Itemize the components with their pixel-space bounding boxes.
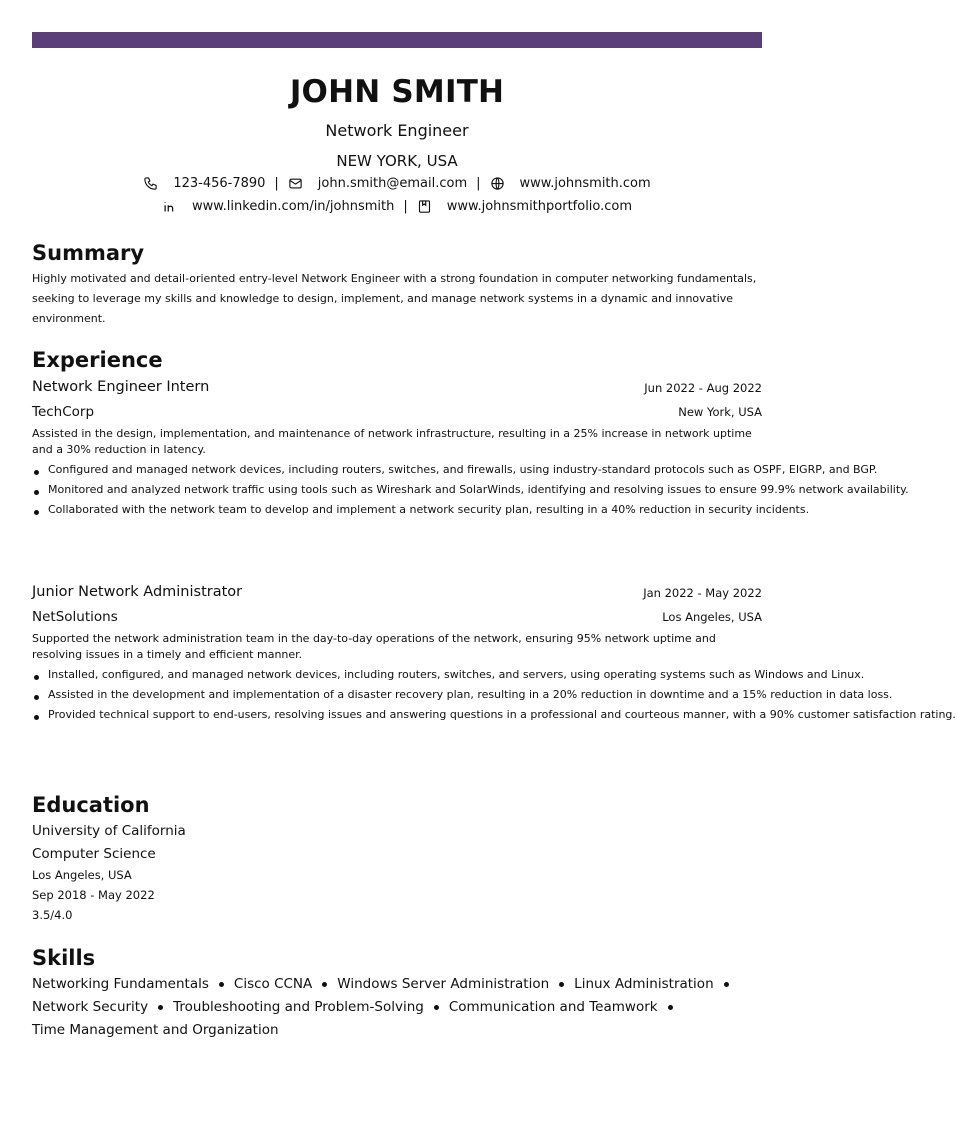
skills-heading: Skills — [32, 946, 96, 970]
skill-separator-dot — [158, 1005, 163, 1010]
candidate-name: JOHN SMITH — [289, 74, 505, 110]
linkedin-icon — [162, 199, 177, 214]
education-dates: Sep 2018 - May 2022 — [32, 888, 155, 902]
website-link[interactable]: www.johnsmith.com — [519, 175, 651, 191]
email-address[interactable]: john.smith@email.com — [317, 175, 468, 191]
job-bullet-list — [32, 667, 956, 727]
job-dates: Jun 2022 - Aug 2022 — [644, 381, 762, 395]
skill-item: Windows Server Administration — [337, 976, 550, 992]
experience-heading: Experience — [32, 348, 163, 372]
skill-separator-dot — [219, 982, 224, 987]
job-company: NetSolutions — [32, 609, 118, 625]
job-description: Assisted in the design, implementation, and maintenance of network infrastructure, resulting in a 25% increase in network uptime and a 30% reduction in latency. — [32, 427, 752, 456]
job-location: Los Angeles, USA — [662, 610, 762, 624]
email-icon — [288, 176, 303, 191]
contact-separator: | — [476, 175, 481, 191]
skills-line — [32, 999, 683, 1015]
contact-row-secondary — [0, 197, 794, 215]
skills-line — [32, 1022, 279, 1038]
job-role: Network Engineer Intern — [32, 379, 210, 395]
skill-separator-dot — [559, 982, 564, 987]
list-item: Monitored and analyzed network traffic using tools such as Wireshark and SolarWinds, identifying and resolving issues to ensure 99.9% network availability. — [32, 482, 764, 498]
skills-line — [32, 976, 739, 992]
skill-item: Linux Administration — [574, 976, 714, 992]
skill-separator-dot — [434, 1005, 439, 1010]
summary-heading: Summary — [32, 241, 145, 265]
skill-item: Time Management and Organization — [32, 1022, 279, 1038]
education-location: Los Angeles, USA — [32, 868, 132, 882]
education-heading: Education — [32, 793, 150, 817]
candidate-location: NEW YORK, USA — [336, 152, 458, 170]
skill-separator-dot — [724, 982, 729, 987]
education-gpa: 3.5/4.0 — [32, 908, 73, 922]
list-item: Configured and managed network devices, including routers, switches, and firewalls, using industry-standard protocols such as OSPF, EIGRP, and BGP. — [32, 462, 764, 478]
phone-number[interactable]: 123-456-7890 — [173, 175, 266, 191]
job-dates: Jan 2022 - May 2022 — [643, 586, 762, 600]
portfolio-icon — [417, 199, 432, 214]
skill-separator-dot — [668, 1005, 673, 1010]
phone-icon — [143, 176, 158, 191]
list-item: Assisted in the development and implementation of a disaster recovery plan, resulting in a 20% reduction in downtime and a 15% reduction in data loss. — [32, 687, 764, 703]
job-company: TechCorp — [32, 404, 95, 420]
education-school: University of California — [32, 823, 186, 839]
skill-item: Communication and Teamwork — [448, 999, 658, 1015]
job-location: New York, USA — [678, 405, 762, 419]
linkedin-link[interactable]: www.linkedin.com/in/johnsmith — [191, 198, 395, 214]
globe-icon — [490, 176, 505, 191]
accent-bar — [32, 32, 762, 48]
candidate-title: Network Engineer — [325, 121, 469, 140]
list-item: Provided technical support to end-users, resolving issues and answering questions in a professional and courteous manner, with a 90% customer satisfaction rating. — [32, 707, 764, 723]
skill-item: Networking Fundamentals — [32, 976, 209, 992]
skill-item: Troubleshooting and Problem-Solving — [173, 999, 424, 1015]
skill-separator-dot — [322, 982, 327, 987]
skill-item: Cisco CCNA — [233, 976, 313, 992]
contact-separator: | — [274, 175, 279, 191]
job-bullet-list — [32, 462, 909, 522]
job-description: Supported the network administration team in the day-to-day operations of the network, ensuring 95% network uptime and resolving issues in a timely and efficient manner. — [32, 632, 716, 661]
education-degree: Computer Science — [32, 846, 156, 862]
list-item: Installed, configured, and managed network devices, including routers, switches, and servers, using operating systems such as Windows and Linux. — [32, 667, 764, 683]
contact-row-primary — [0, 174, 794, 192]
summary-text: Highly motivated and detail-oriented entry-level Network Engineer with a strong foundation in computer networking fundamentals, seeking to leverage my skills and knowledge to design, implement, and manage network systems in a dynamic and innovative environment. — [32, 272, 757, 325]
skill-item: Network Security — [32, 999, 149, 1015]
portfolio-link[interactable]: www.johnsmithportfolio.com — [446, 198, 633, 214]
contact-separator: | — [403, 198, 408, 214]
job-role: Junior Network Administrator — [32, 584, 243, 600]
list-item: Collaborated with the network team to develop and implement a network security plan, resulting in a 40% reduction in security incidents. — [32, 502, 764, 518]
